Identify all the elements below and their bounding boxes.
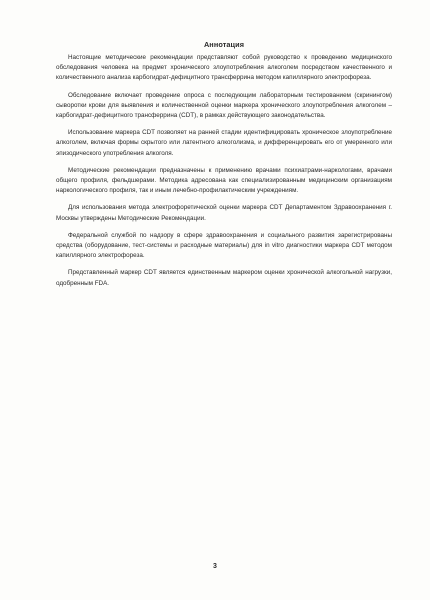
paragraph-audience: Методические рекомендации предназначены к применению врачами психиатрами-наркологами, врачами общего профиля, фельдшерами. Методика адресована как специализированным медицинским организациям наркологического профиля, так и иным лечебно-профилактическим учреждениям. (56, 166, 392, 195)
document-title: Аннотация (203, 40, 245, 49)
page-number: 3 (213, 563, 217, 570)
paragraph-cdt-usage: Использование маркера CDT позволяет на ранней стадии идентифицировать хроническое злоупотребление алкоголем, включая формы скрытого или латентного алкоголизма, и дифференцировать его от умеренного или эпизодического употребления алкоголя. (56, 129, 392, 157)
document-body (56, 40, 392, 289)
paragraph-fda: Представленный маркер CDT является единственным маркером оценки хронической алкогольной нагрузки, одобренным FDA. (56, 269, 392, 287)
paragraph-approval: Для использования метода электрофоретической оценки маркера CDT Департаментом Здравоохранения г. Москвы утверждены Методические Рекомендации. (56, 204, 392, 222)
paragraph-registration: Федеральной службой по надзору в сфере здравоохранения и социального развития зарегистрированы средства (оборудование, тест-системы и расходные материалы) для in vitro диагностики маркера CDT методом капиллярного электрофореза. (56, 231, 392, 260)
paragraph-purpose: Настоящие методические рекомендации представляют собой руководство к проведению медицинского обследования человека на предмет хронического злоупотребления алкоголем посредством качественного и количественного анализа карбогидрат-дефицитного трансферрина методом капиллярного электрофореза. (56, 54, 392, 82)
paragraph-examination: Обследование включает проведение опроса с последующим лабораторным тестированием (скринингом) сыворотки крови для выявления и количественной оценки маркера хронического злоупотребления алкоголем – карбогидрат-дефицитного трансферрина (CDT), в рамках действующего законодательства. (56, 91, 392, 120)
